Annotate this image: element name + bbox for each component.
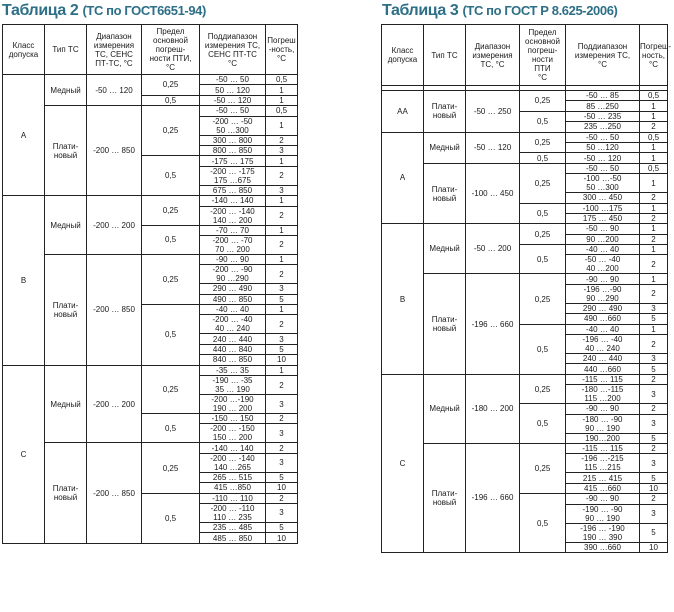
subrange-cell: -90 … 90 [566,274,640,284]
table2 [2,24,298,544]
subrange-cell: -200 … -90 90 …290 [200,265,266,284]
subrange-cell: 190…200 [566,433,640,443]
subrange-cell: 840 … 850 [200,355,266,365]
subrange-cell: -200 … -175 175 …675 [200,166,266,185]
error-value-cell: 2 [266,135,298,145]
error-value-cell: 5 [266,294,298,304]
error-value-cell: 2 [640,193,668,203]
error-limit-cell: 0,25 [142,75,200,96]
table2-header-type: Тип ТС [45,25,87,75]
error-value-cell: 2 [640,404,668,414]
subrange-cell: 235 …250 [566,122,640,132]
measurement-range-cell: -200 … 200 [87,196,142,255]
table3-body [382,86,668,553]
subrange-cell: 300 … 450 [566,193,640,203]
error-value-cell: 1 [640,153,668,163]
subrange-cell: -200 … -110 110 … 235 [200,503,266,522]
subrange-cell: -196 … -190 190 … 390 [566,523,640,542]
table-row [382,374,668,384]
error-value-cell: 1 [266,365,298,375]
table2-header-limit: Предел основной погреш- ности ПТИ, °С [142,25,200,75]
subrange-cell: 415 …660 [566,483,640,493]
error-value-cell: 10 [266,483,298,493]
subrange-cell: -196 …-90 90 …290 [566,284,640,303]
error-value-cell: 1 [640,174,668,193]
error-limit-cell: 0,25 [520,91,566,112]
error-value-cell: 3 [266,503,298,522]
table3-header-error: Погреш- ность, °С [640,25,668,86]
error-limit-cell: 0,5 [520,494,566,553]
error-limit-cell: 0,25 [142,196,200,225]
subrange-cell: 490 … 850 [200,294,266,304]
measurement-range-cell: -50 … 120 [87,75,142,106]
error-value-cell: 10 [640,542,668,552]
error-value-cell: 5 [266,522,298,532]
error-value-cell: 1 [266,196,298,206]
error-value-cell: 2 [266,315,298,334]
error-value-cell: 3 [640,303,668,313]
error-value-cell: 3 [640,414,668,433]
error-limit-cell: 0,5 [142,305,200,366]
table2-title [2,2,206,20]
tolerance-class-cell: B [3,196,45,366]
subrange-cell: -110 … 110 [200,493,266,503]
subrange-cell: 440 … 840 [200,344,266,354]
table-row [382,274,668,284]
table-row [3,75,298,85]
error-value-cell: 3 [640,385,668,404]
error-value-cell: 3 [266,453,298,472]
error-value-cell: 3 [266,424,298,443]
subrange-cell: 50 … 120 [200,85,266,95]
error-value-cell: 0,5 [640,132,668,142]
subrange-cell: -200 … -40 40 … 240 [200,315,266,334]
table2-subtitle: (ТС по ГОСТ6651-94) [82,3,206,18]
sensor-type-cell: Плати- новый [424,443,466,552]
error-value-cell: 2 [640,494,668,504]
error-value-cell: 5 [640,523,668,542]
error-value-cell: 1 [266,254,298,264]
subrange-cell: -50 … 90 [566,224,640,234]
error-value-cell: 5 [266,472,298,482]
subrange-cell: -50 … 235 [566,111,640,121]
subrange-cell: -140 … 140 [200,443,266,453]
error-limit-cell: 0,5 [520,203,566,224]
subrange-cell: -50 … 50 [200,75,266,85]
error-limit-cell: 0,5 [142,156,200,196]
subrange-cell: -200 … -50 50 …300 [200,116,266,135]
measurement-range-cell: -50 … 120 [466,132,520,163]
measurement-range-cell: -50 … 200 [466,224,520,274]
subrange-cell: -196 … -40 40 … 240 [566,335,640,354]
error-value-cell: 2 [640,443,668,453]
table3 [381,24,672,553]
table2-header-range: Диапазон измерения ТС, СЕНС ПТ-ТС, °С [87,25,142,75]
error-value-cell: 5 [266,344,298,354]
error-value-cell: 3 [640,454,668,473]
error-limit-cell: 0,5 [142,95,200,105]
subrange-cell: -40 … 40 [566,324,640,334]
sensor-type-cell: Медный [45,75,87,106]
subrange-cell: -90 … 90 [566,494,640,504]
error-value-cell: 3 [266,395,298,414]
error-value-cell: 3 [266,185,298,195]
tolerance-class-cell: AA [382,91,424,133]
subrange-cell: -40 … 40 [566,245,640,255]
table2-header-row [3,25,298,75]
table3-header-subrange: Поддиапазон измерения ТС, °С [566,25,640,86]
subrange-cell: 675 … 850 [200,185,266,195]
error-value-cell: 1 [640,274,668,284]
error-value-cell: 2 [266,414,298,424]
sensor-type-cell: Плати- новый [424,91,466,133]
subrange-cell: 440 …660 [566,364,640,374]
sensor-type-cell: Медный [424,224,466,274]
subrange-cell: -35 … 35 [200,365,266,375]
tolerance-class-cell: A [382,132,424,224]
error-value-cell: 5 [640,473,668,483]
table-row [3,196,298,206]
table3-header-class: Класс допуска [382,25,424,86]
subrange-cell: 90 …200 [566,234,640,244]
table3-header-range: Диапазон измерения ТС, °С [466,25,520,86]
error-value-cell: 2 [640,234,668,244]
tolerance-class-cell: A [3,75,45,196]
error-value-cell: 3 [266,145,298,155]
error-value-cell: 5 [640,314,668,324]
error-value-cell: 2 [640,284,668,303]
error-value-cell: 1 [640,101,668,111]
subrange-cell: -200 … -140 140 …265 [200,453,266,472]
subrange-cell: 235 … 485 [200,522,266,532]
error-value-cell: 2 [266,376,298,395]
measurement-range-cell: -196 … 660 [466,274,520,374]
subrange-cell: 215 … 415 [566,473,640,483]
measurement-range-cell: -100 … 450 [466,163,520,224]
table-row [382,91,668,101]
table2-header-subrange: Поддиапазон измерения ТС, СЕНС ПТ-ТС °С [200,25,266,75]
error-value-cell: 2 [266,265,298,284]
subrange-cell: -196 …-215 115 …215 [566,454,640,473]
error-value-cell: 5 [640,364,668,374]
error-value-cell: 3 [266,284,298,294]
table-row [3,254,298,264]
table-row [3,106,298,116]
error-limit-cell: 0,25 [520,224,566,245]
subrange-cell: 490 …660 [566,314,640,324]
subrange-cell: -50 … 50 [566,163,640,173]
subrange-cell: 50 …120 [566,142,640,152]
error-limit-cell: 0,25 [520,274,566,324]
sensor-type-cell: Медный [45,365,87,443]
subrange-cell: 290 … 490 [566,303,640,313]
subrange-cell: -190 … -90 90 … 190 [566,504,640,523]
table-row [3,365,298,375]
error-limit-cell: 0,25 [142,365,200,413]
sensor-type-cell: Медный [45,196,87,255]
subrange-cell: -140 … 140 [200,196,266,206]
error-limit-cell: 0,5 [520,404,566,444]
error-value-cell: 0,5 [266,75,298,85]
error-value-cell: 0,5 [640,91,668,101]
error-value-cell: 1 [640,324,668,334]
error-value-cell: 2 [640,255,668,274]
error-limit-cell: 0,25 [520,374,566,403]
sensor-type-cell: Медный [424,132,466,163]
subrange-cell: -50 … -40 40 …200 [566,255,640,274]
error-value-cell: 2 [640,335,668,354]
error-value-cell: 1 [266,156,298,166]
table3-header-row [382,25,668,86]
error-limit-cell: 0,25 [520,163,566,203]
table-row [382,132,668,142]
subrange-cell: -200 … -150 150 … 200 [200,424,266,443]
error-value-cell: 1 [640,203,668,213]
subrange-cell: 485 … 850 [200,533,266,543]
table2-body [3,75,298,544]
error-value-cell: 2 [266,493,298,503]
table-row [382,224,668,234]
error-value-cell: 2 [640,122,668,132]
error-limit-cell: 0,5 [142,493,200,543]
error-value-cell: 1 [640,111,668,121]
subrange-cell: -180 … -90 90 … 190 [566,414,640,433]
error-value-cell: 1 [266,225,298,235]
error-value-cell: 1 [266,85,298,95]
error-limit-cell: 0,25 [142,254,200,304]
error-value-cell: 3 [266,334,298,344]
error-value-cell: 3 [640,354,668,364]
error-value-cell: 1 [266,95,298,105]
subrange-cell: 800 … 850 [200,145,266,155]
error-value-cell: 0,5 [640,163,668,173]
sensor-type-cell: Плати- новый [424,274,466,374]
error-limit-cell: 0,5 [520,153,566,163]
subrange-cell: -90 … 90 [566,404,640,414]
sensor-type-cell: Плати- новый [45,254,87,365]
subrange-cell: -50 … 50 [566,132,640,142]
table-row [382,163,668,173]
error-value-cell: 1 [266,116,298,135]
subrange-cell: -115 … 115 [566,443,640,453]
subrange-cell: 290 … 490 [200,284,266,294]
table3-header-type: Тип ТС [424,25,466,86]
table2-header-class: Класс допуска [3,25,45,75]
error-limit-cell: 0,25 [142,443,200,493]
error-limit-cell: 0,5 [520,245,566,274]
error-limit-cell: 0,25 [520,443,566,493]
error-value-cell: 3 [640,504,668,523]
subrange-cell: 390 …660 [566,542,640,552]
table-row [3,443,298,453]
subrange-cell: 300 … 800 [200,135,266,145]
error-value-cell: 10 [640,483,668,493]
table3-subtitle: (ТС по ГОСТ Р 8.625-2006) [462,3,618,18]
subrange-cell: -70 … 70 [200,225,266,235]
subrange-cell: -200 … -70 70 … 200 [200,235,266,254]
subrange-cell: -200 … -140 140 … 200 [200,206,266,225]
error-value-cell: 10 [266,533,298,543]
sensor-type-cell: Плати- новый [424,163,466,224]
sensor-type-cell: Плати- новый [45,443,87,543]
subrange-cell: -175 … 175 [200,156,266,166]
error-value-cell: 2 [640,374,668,384]
error-limit-cell: 0,25 [520,132,566,153]
measurement-range-cell: -200 … 200 [87,365,142,443]
error-limit-cell: 0,5 [142,225,200,254]
subrange-cell: -180 …-115 115 …200 [566,385,640,404]
measurement-range-cell: -200 … 850 [87,106,142,196]
tolerance-class-cell: B [382,224,424,375]
subrange-cell: 240 … 440 [200,334,266,344]
subrange-cell: -100 …175 [566,203,640,213]
error-limit-cell: 0,5 [520,111,566,132]
subrange-cell: 85 …250 [566,101,640,111]
error-value-cell: 2 [266,206,298,225]
subrange-cell: -90 … 90 [200,254,266,264]
error-value-cell: 1 [266,305,298,315]
measurement-range-cell: -180 … 200 [466,374,520,443]
error-limit-cell: 0,25 [142,106,200,156]
table2-title-main: Таблица 2 [2,2,79,19]
subrange-cell: 240 … 440 [566,354,640,364]
subrange-cell: -115 … 115 [566,374,640,384]
subrange-cell: -100 …-50 50 …300 [566,174,640,193]
measurement-range-cell: -200 … 850 [87,254,142,365]
table3-header-limit: Предел основной погреш- ности ПТИ °С [520,25,566,86]
measurement-range-cell: -50 … 250 [466,91,520,133]
error-value-cell: 2 [266,443,298,453]
subrange-cell: -40 … 40 [200,305,266,315]
error-value-cell: 2 [266,235,298,254]
subrange-cell: 265 … 515 [200,472,266,482]
subrange-cell: -50 … 50 [200,106,266,116]
subrange-cell: 415 …850 [200,483,266,493]
error-limit-cell: 0,5 [520,324,566,374]
error-value-cell: 5 [640,433,668,443]
table3-title [382,2,617,20]
subrange-cell: -190 … -35 35 … 190 [200,376,266,395]
sensor-type-cell: Медный [424,374,466,443]
error-value-cell: 10 [266,355,298,365]
error-value-cell: 0,5 [266,106,298,116]
error-value-cell: 1 [640,142,668,152]
subrange-cell: -200 …-190 190 … 200 [200,395,266,414]
tolerance-class-cell: C [382,374,424,552]
table-row [382,443,668,453]
subrange-cell: -50 … 85 [566,91,640,101]
subrange-cell: -150 … 150 [200,414,266,424]
subrange-cell: -50 … 120 [200,95,266,105]
error-limit-cell: 0,5 [142,414,200,443]
error-value-cell: 2 [266,166,298,185]
sensor-type-cell: Плати- новый [45,106,87,196]
error-value-cell: 2 [640,213,668,223]
table3-title-main: Таблица 3 [382,2,459,19]
measurement-range-cell: -200 … 850 [87,443,142,543]
tolerance-class-cell: C [3,365,45,543]
subrange-cell: -50 … 120 [566,153,640,163]
table2-header-error: Погреш -ность, °С [266,25,298,75]
measurement-range-cell: -196 … 660 [466,443,520,552]
error-value-cell: 1 [640,224,668,234]
subrange-cell: 175 … 450 [566,213,640,223]
error-value-cell: 1 [640,245,668,255]
